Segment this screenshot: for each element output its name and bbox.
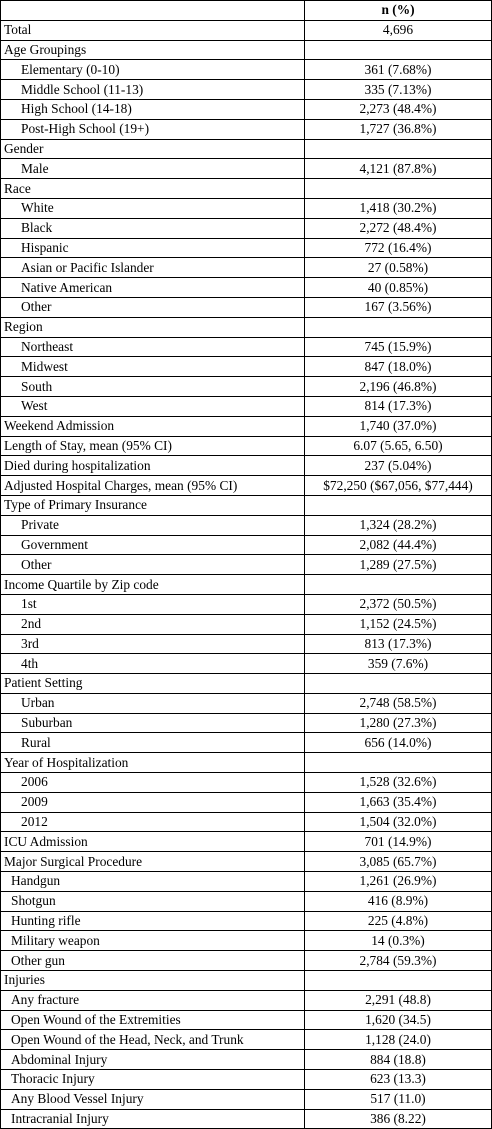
row-label: White <box>1 198 305 218</box>
row-value: 701 (14.9%) <box>305 832 492 852</box>
row-label: Handgun <box>1 872 305 892</box>
table-row <box>1 1070 492 1090</box>
row-value: 4,696 <box>305 20 492 40</box>
table-row <box>1 159 492 179</box>
table-row <box>1 535 492 555</box>
table-row <box>1 931 492 951</box>
table-row <box>1 377 492 397</box>
table-row <box>1 614 492 634</box>
row-label: Weekend Admission <box>1 416 305 436</box>
table-row <box>1 654 492 674</box>
row-label: Rural <box>1 733 305 753</box>
row-value: 4,121 (87.8%) <box>305 159 492 179</box>
row-value: 27 (0.58%) <box>305 258 492 278</box>
row-value: 2,273 (48.4%) <box>305 99 492 119</box>
row-value: 656 (14.0%) <box>305 733 492 753</box>
table-row <box>1 99 492 119</box>
table-row <box>1 753 492 773</box>
table-row <box>1 179 492 199</box>
row-value: 6.07 (5.65, 6.50) <box>305 436 492 456</box>
table-row <box>1 792 492 812</box>
row-label: Military weapon <box>1 931 305 951</box>
row-value: 2,372 (50.5%) <box>305 594 492 614</box>
row-label: West <box>1 396 305 416</box>
row-label: Patient Setting <box>1 674 305 694</box>
table-row <box>1 891 492 911</box>
table-row <box>1 1089 492 1109</box>
table-header <box>1 1 492 21</box>
table-row <box>1 20 492 40</box>
table-row <box>1 911 492 931</box>
table-row <box>1 119 492 139</box>
row-value: 2,082 (44.4%) <box>305 535 492 555</box>
table-row <box>1 317 492 337</box>
table-row <box>1 40 492 60</box>
row-label: Injuries <box>1 971 305 991</box>
row-value <box>305 40 492 60</box>
row-label: Race <box>1 179 305 199</box>
header-label-cell <box>1 1 305 21</box>
table-row <box>1 357 492 377</box>
table-row <box>1 436 492 456</box>
row-label: Male <box>1 159 305 179</box>
table-row <box>1 555 492 575</box>
table-row <box>1 852 492 872</box>
row-label: High School (14-18) <box>1 99 305 119</box>
table-row <box>1 773 492 793</box>
table-row <box>1 971 492 991</box>
row-value: 2,784 (59.3%) <box>305 951 492 971</box>
row-value: 1,289 (27.5%) <box>305 555 492 575</box>
row-value: 1,152 (24.5%) <box>305 614 492 634</box>
row-value: $72,250 ($67,056, $77,444) <box>305 476 492 496</box>
table-row <box>1 60 492 80</box>
table-row <box>1 297 492 317</box>
table-row <box>1 1050 492 1070</box>
row-label: Open Wound of the Head, Neck, and Trunk <box>1 1030 305 1050</box>
row-label: Intracranial Injury <box>1 1109 305 1129</box>
table-row <box>1 812 492 832</box>
table-row <box>1 990 492 1010</box>
table-row <box>1 495 492 515</box>
row-value: 167 (3.56%) <box>305 297 492 317</box>
table-row <box>1 1010 492 1030</box>
row-value: 1,620 (34.5) <box>305 1010 492 1030</box>
row-label: Adjusted Hospital Charges, mean (95% CI) <box>1 476 305 496</box>
row-value: 1,727 (36.8%) <box>305 119 492 139</box>
row-label: Other gun <box>1 951 305 971</box>
row-value: 40 (0.85%) <box>305 278 492 298</box>
row-value: 884 (18.8) <box>305 1050 492 1070</box>
row-label: 2nd <box>1 614 305 634</box>
row-value: 517 (11.0) <box>305 1089 492 1109</box>
row-label: Major Surgical Procedure <box>1 852 305 872</box>
row-value <box>305 179 492 199</box>
row-label: 3rd <box>1 634 305 654</box>
table-row <box>1 515 492 535</box>
row-value: 745 (15.9%) <box>305 337 492 357</box>
table-body <box>1 20 492 1129</box>
row-value: 2,748 (58.5%) <box>305 693 492 713</box>
row-value <box>305 139 492 159</box>
row-value: 1,663 (35.4%) <box>305 792 492 812</box>
row-label: ICU Admission <box>1 832 305 852</box>
row-label: Any Blood Vessel Injury <box>1 1089 305 1109</box>
row-label: 2009 <box>1 792 305 812</box>
row-label: Midwest <box>1 357 305 377</box>
table-row <box>1 238 492 258</box>
table-row <box>1 594 492 614</box>
table-row <box>1 634 492 654</box>
table-row <box>1 278 492 298</box>
row-value: 772 (16.4%) <box>305 238 492 258</box>
row-label: Income Quartile by Zip code <box>1 575 305 595</box>
row-label: Northeast <box>1 337 305 357</box>
row-value: 2,291 (48.8) <box>305 990 492 1010</box>
row-label: Thoracic Injury <box>1 1070 305 1090</box>
table-row <box>1 575 492 595</box>
row-label: Black <box>1 218 305 238</box>
row-label: Middle School (11-13) <box>1 80 305 100</box>
row-value <box>305 753 492 773</box>
row-value: 1,324 (28.2%) <box>305 515 492 535</box>
row-value: 1,261 (26.9%) <box>305 872 492 892</box>
row-label: Age Groupings <box>1 40 305 60</box>
row-label: Hunting rifle <box>1 911 305 931</box>
row-label: Asian or Pacific Islander <box>1 258 305 278</box>
row-value <box>305 575 492 595</box>
table-row <box>1 456 492 476</box>
row-label: Open Wound of the Extremities <box>1 1010 305 1030</box>
table-row <box>1 713 492 733</box>
table-row <box>1 951 492 971</box>
table-row <box>1 674 492 694</box>
row-value: 1,418 (30.2%) <box>305 198 492 218</box>
table-row <box>1 396 492 416</box>
row-label: Total <box>1 20 305 40</box>
table-row <box>1 139 492 159</box>
row-label: South <box>1 377 305 397</box>
row-label: Urban <box>1 693 305 713</box>
row-label: Government <box>1 535 305 555</box>
row-label: Shotgun <box>1 891 305 911</box>
row-value: 14 (0.3%) <box>305 931 492 951</box>
row-label: 2006 <box>1 773 305 793</box>
row-value: 1,280 (27.3%) <box>305 713 492 733</box>
table-row <box>1 733 492 753</box>
header-row <box>1 1 492 21</box>
row-value: 359 (7.6%) <box>305 654 492 674</box>
table-row <box>1 1030 492 1050</box>
row-label: Type of Primary Insurance <box>1 495 305 515</box>
row-label: 4th <box>1 654 305 674</box>
row-value: 237 (5.04%) <box>305 456 492 476</box>
row-label: Region <box>1 317 305 337</box>
row-value: 814 (17.3%) <box>305 396 492 416</box>
row-value: 847 (18.0%) <box>305 357 492 377</box>
row-value: 2,196 (46.8%) <box>305 377 492 397</box>
table-row <box>1 198 492 218</box>
table-row <box>1 218 492 238</box>
row-value: 335 (7.13%) <box>305 80 492 100</box>
row-label: 2012 <box>1 812 305 832</box>
row-value: 416 (8.9%) <box>305 891 492 911</box>
row-value: 1,128 (24.0) <box>305 1030 492 1050</box>
table-row <box>1 337 492 357</box>
row-label: Suburban <box>1 713 305 733</box>
row-value: 2,272 (48.4%) <box>305 218 492 238</box>
row-label: Private <box>1 515 305 535</box>
table-row <box>1 693 492 713</box>
table-row <box>1 1109 492 1129</box>
row-label: Elementary (0-10) <box>1 60 305 80</box>
row-value: 1,528 (32.6%) <box>305 773 492 793</box>
row-value: 3,085 (65.7%) <box>305 852 492 872</box>
row-value: 623 (13.3) <box>305 1070 492 1090</box>
header-value-cell: n (%) <box>305 1 492 21</box>
row-value <box>305 317 492 337</box>
row-label: Other <box>1 555 305 575</box>
row-value: 1,504 (32.0%) <box>305 812 492 832</box>
table-row <box>1 416 492 436</box>
row-label: Year of Hospitalization <box>1 753 305 773</box>
table-row <box>1 476 492 496</box>
row-label: Native American <box>1 278 305 298</box>
row-label: Length of Stay, mean (95% CI) <box>1 436 305 456</box>
row-value: 225 (4.8%) <box>305 911 492 931</box>
row-value: 1,740 (37.0%) <box>305 416 492 436</box>
row-label: Abdominal Injury <box>1 1050 305 1070</box>
row-label: Hispanic <box>1 238 305 258</box>
row-value <box>305 971 492 991</box>
row-value: 361 (7.68%) <box>305 60 492 80</box>
table-row <box>1 832 492 852</box>
table-row <box>1 872 492 892</box>
row-label: Other <box>1 297 305 317</box>
row-value <box>305 495 492 515</box>
table-row <box>1 258 492 278</box>
row-label: Any fracture <box>1 990 305 1010</box>
row-value <box>305 674 492 694</box>
row-label: 1st <box>1 594 305 614</box>
row-value: 386 (8.22) <box>305 1109 492 1129</box>
row-label: Died during hospitalization <box>1 456 305 476</box>
table-row <box>1 80 492 100</box>
row-label: Post-High School (19+) <box>1 119 305 139</box>
row-label: Gender <box>1 139 305 159</box>
row-value: 813 (17.3%) <box>305 634 492 654</box>
